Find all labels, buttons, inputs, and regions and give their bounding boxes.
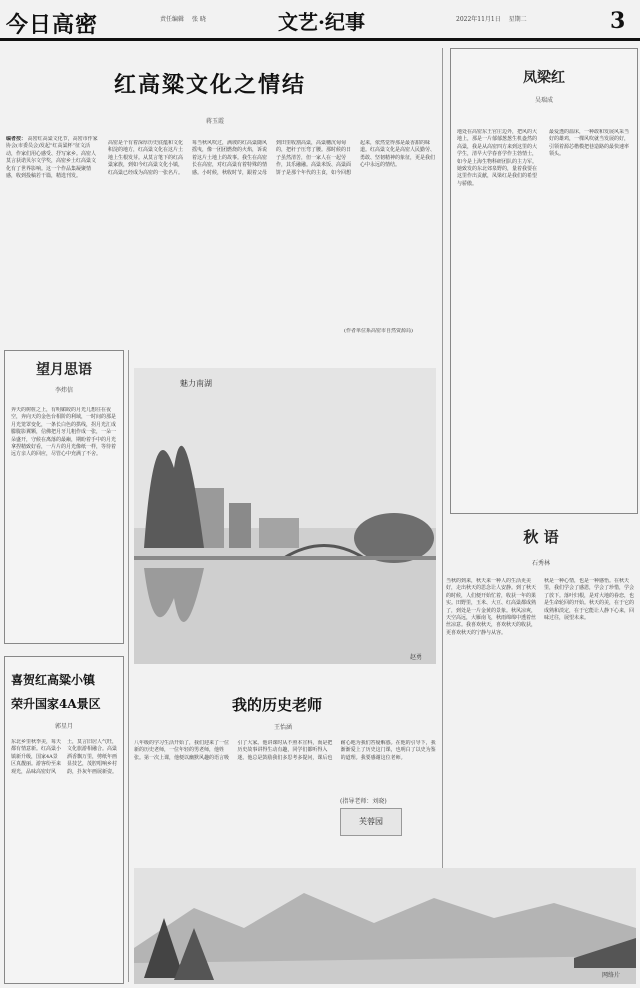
news-body: 东北乡里秋季美，每天都有情意新。红高粱小镇新升级，国家4A景区真靓丽。游客纷至来观光，品味高密好风土，莫言旧居人气旺，文化旅游相融合。高粱酒香飘万里，剪纸年画显技艺，茂腔唱响乡村韵，扑灰年画展新姿。: [11, 739, 117, 775]
news-title-line1: 喜贺红高粱小镇: [11, 673, 96, 687]
autumn-body: 当秋的到来，秋天来一种人的生活更美好，走出秋天的思念让人安静。到了秋天的时候，人们便开始忙着，收获一年的果实。田野里，玉米、大豆、红高粱都成熟了，到处是一片金黄的景象。秋风凉爽，天空高远，大雁南飞，秋雨绵绵中透着丝丝凉意。我喜欢秋天，喜欢秋天的收获，更喜欢秋天的宁静与从容。: [446, 578, 537, 636]
teacher-title: 我的历史老师: [232, 696, 323, 714]
photo-mountains: [134, 868, 636, 984]
poem-fengliang-body: 地处在高密东王官庄边外，把风的大地上，那是一片郁郁葱葱生机盎然的高粱，我是从高密四方来到这里的大学生，清早大学春喜学作主勃情士，如今是上海生物科研团队的主力军。她致发的东北郊泉野的，量着我要在这里作出贡献，凤梁红是我们的希望与骄傲。: [457, 129, 538, 187]
photo-lake: [134, 368, 436, 664]
news-box: [4, 656, 124, 984]
photo-lake-caption: 魅力南湖: [180, 379, 212, 388]
photo-mountains-credit: 网络片: [602, 972, 621, 979]
issue-weekday: 星期二: [508, 16, 527, 23]
main-article-title: 红高粱文化之情结: [114, 72, 307, 98]
poem-fengliang-box: [450, 48, 638, 514]
page-number: 3: [610, 8, 626, 34]
editor-note-label: 编者按：: [6, 136, 27, 142]
paper-name: 今日高密: [6, 12, 99, 38]
autumn-author: 石秀林: [531, 560, 550, 567]
header-rule: [0, 38, 640, 41]
autumn-article: [446, 518, 636, 868]
editor-note: [6, 136, 100, 316]
editor-name: 张 晓: [191, 16, 206, 23]
mountain-photo-image: [134, 868, 636, 984]
section-title: 文艺·纪事: [278, 10, 365, 34]
poem-fengliang-title: 凤梁红: [523, 70, 565, 86]
autumn-title: 秋 语: [523, 528, 559, 546]
teacher-sign: (指导老师：刘晓): [340, 798, 387, 805]
poem-fengliang-author: 吴瑞成: [534, 97, 553, 104]
editor-note-text: 高密红高粱文化节，高密市作家协会(市委员会)发起“红高粱杯”征文活动，作家们用心感受、抒写家乡。高密人莫言获诺贝尔文学奖，高密乡土红高粱文化有了世界影响。这一个作品集凝聚情感，收到投稿若干篇，精选刊发。: [6, 136, 98, 180]
photo-lake-credit: 赵勇: [410, 654, 423, 661]
lake-photo-image: [134, 368, 436, 664]
divider: [128, 350, 129, 982]
news-author: 郭星月: [54, 723, 73, 730]
teacher-stamp: [340, 808, 402, 836]
teacher-stamp-text: 芙蓉园: [359, 817, 383, 826]
news-title-line2: 荣升国家4A景区: [11, 697, 101, 711]
main-article-sign: (作者单位系高密市自然资源局): [344, 328, 413, 334]
main-article-body: 高密是个有着深厚历史底蕴和文化积淀的地方，红高粱文化在这片土地上生根发芽。从莫言笔下的红高粱家族，到如今红高粱文化小镇，红高粱已经成为高密的一张名片。每当秋风吹过，满坡的红高粱随风摇曳，像一团团燃烧的火焰，诉说着这片土地上的故事。我生在高密长在高密，对红高粱有着特殊的情感。小时候，秋收时节，跟着父母到田里收割高粱，高粱穗沉甸甸的，把秆子压弯了腰。那时候的日子虽然清苦，但一家人在一起劳作，其乐融融。高粱米饭、高粱面饼子是那个年代的主食，如今回想起来，依然觉得那是最香甜的味道。红高粱文化是高密人民勤劳、勇敢、坚韧精神的象征，更是我们心中永远的情结。: [108, 140, 436, 176]
poem-moon-body: 奔天的树桩之上，有明媚皎的月光儿想往在夜空，奔向天的金色台相阶的利域，一时间的那是月光笼罩变化，一条长白色的拱线，拐月光汇成朦胧影翼颗，信佛把月牙儿粗作成一张，一朵一朵盛开，守候在离落的最巅，期盼着手中的月光拿捏精致好看，一片片的月光像纸一样，等待着远方亲人的回应，尽管心中充满了不舍。: [11, 407, 117, 458]
main-article-author: 蒋玉霞: [206, 118, 225, 125]
poem-moon-box: [4, 350, 124, 644]
editor-label: 责任编辑: [160, 16, 185, 23]
autumn-body2: 秋是一种心情，也是一种感悟。在秋天里，我们学会了感恩，学会了珍惜，学会了放下。落叶归根，是对大地的眷恋，也是生命轮回的开始。秋天的美，在于它的成熟和淡定，在于它能让人静下心来，回味过往，展望未来。: [544, 578, 635, 622]
poem-fengliang-body2: 最爱透的温床，一种敢和发展风采当好的雄鸡，一棵风吹就当发展的好，引领着源芯楷模把巷造路的最快速率领头。: [549, 129, 630, 158]
poem-moon-author: 李炜信: [54, 387, 73, 394]
main-article: [4, 48, 440, 348]
masthead: [0, 0, 640, 44]
divider: [442, 48, 443, 868]
poem-moon-title: 望月思语: [36, 362, 92, 378]
teacher-author: 王怡涵: [274, 724, 293, 731]
teacher-article: [134, 676, 436, 866]
issue-date: 2022年11月1日: [456, 16, 501, 23]
teacher-body: 八年级的学习生活开始了，我们迎来了一位新的历史老师，一位年轻的男老师，他姓张。第一次上课，他便以幽默风趣的语言吸引了大家。他讲课时从不照本宣科，而是把历史故事讲得生动有趣，同学们都听得入迷。他总是鼓励我们多思考多提问，课后也耐心地为我们答疑解惑。在他的引导下，我渐渐爱上了历史这门课，也明白了以史为鉴的道理。我要感谢这位老师。: [134, 740, 436, 761]
